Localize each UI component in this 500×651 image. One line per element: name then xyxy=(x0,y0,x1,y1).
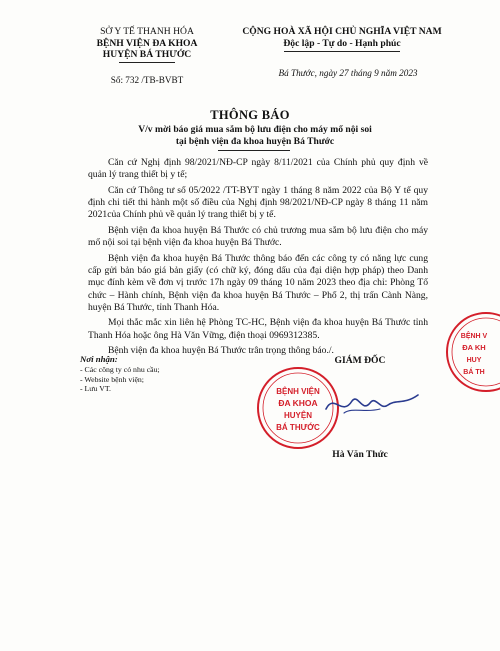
motto-underline xyxy=(284,51,400,52)
handwritten-signature xyxy=(322,383,422,423)
motto-line-1: CỘNG HOÀ XÃ HỘI CHỦ NGHĨA VIỆT NAM xyxy=(242,26,442,37)
stamp-line: BÁ TH xyxy=(463,369,485,376)
body-paragraph: Bệnh viện đa khoa huyện Bá Thước thông báo đến các công ty có năng lực cung cấp gửi bản báo giá bản giấy (có chữ ký, đóng dấu của đại diện hợp pháp) theo Danh mục đính kèm về đơn vị trước 17h ngày 09 tháng 10 năm 2023 theo địa chỉ: Phòng Tổ chức – Hành chính, Bệnh viện đa khoa huyện Bá Thước – Phố 2, thị trấn Cành Nàng, huyện Bá Thước, tỉnh Thanh Hóa. xyxy=(88,252,428,313)
national-motto xyxy=(228,26,456,52)
subtitle-line-2: tại bệnh viện đa khoa huyện Bá Thước xyxy=(175,135,335,147)
body-paragraph: Bệnh viện đa khoa huyện Bá Thước trân trọng thông báo./. xyxy=(108,345,334,357)
recipient-item: - Website bệnh viện; xyxy=(80,374,144,384)
body-paragraph: Căn cứ Nghị định 98/2021/NĐ-CP ngày 8/11/2021 của Chính phủ quy định về quản lý trang thiết bị y tế; xyxy=(88,157,428,181)
authority-line-1: SỞ Y TẾ THANH HÓA xyxy=(100,26,194,37)
stamp-line: BỆNH V xyxy=(460,333,488,340)
stamp-line: BỆNH VIỆN xyxy=(276,387,320,396)
document-number: Số: 732 /TB-BVBT xyxy=(110,74,184,85)
signer-name: Hà Văn Thức xyxy=(332,449,388,460)
stamp-line: HUYỆN xyxy=(283,411,313,420)
document-date: Bá Thước, ngày 27 tháng 9 năm 2023 xyxy=(278,68,418,78)
edge-stamp xyxy=(444,310,500,394)
signer-title: GIÁM ĐỐC xyxy=(334,355,386,366)
body-paragraph: Mọi thắc mắc xin liên hệ Phòng TC-HC, Bệnh viện đa khoa huyện Bá Thước tỉnh Thanh Hóa hoặc ông Hà Văn Vững, điện thoại 0969312385. xyxy=(88,317,428,341)
document-title: THÔNG BÁO xyxy=(210,108,290,122)
stamp-line: ĐA KH xyxy=(462,343,486,352)
document-body xyxy=(88,157,428,361)
authority-line-2: BỆNH VIỆN ĐA KHOA xyxy=(96,37,198,49)
body-paragraph: Bệnh viện đa khoa huyện Bá Thước có chủ trương mua sắm bộ lưu điện cho máy mổ nội soi tại bệnh viện đa khoa huyện Bá Thước. xyxy=(88,225,428,249)
recipients-label: Nơi nhận: xyxy=(80,354,118,364)
stamp-line: HUY xyxy=(466,357,482,364)
authority-underline xyxy=(119,62,175,63)
document-subtitle xyxy=(90,124,420,147)
subtitle-line-1: V/v mời báo giá mua sắm bộ lưu điện cho máy mổ nội soi xyxy=(138,124,372,135)
recipients-block xyxy=(80,355,260,394)
motto-line-2: Độc lập - Tự do - Hạnh phúc xyxy=(283,38,401,49)
stamp-line: ĐA KHOA xyxy=(278,398,318,408)
recipient-item: - Các công ty có nhu cầu; xyxy=(80,365,160,375)
stamp-line: BÁ THƯỚC xyxy=(276,423,320,432)
recipient-item: - Lưu VT. xyxy=(80,384,112,394)
body-paragraph: Căn cứ Thông tư số 05/2022 /TT-BYT ngày 1 tháng 8 năm 2022 của Bộ Y tế quy định chi tiết thi hành một số điều của Nghị định 98/2021/NĐ-CP ngày 8 tháng 11 năm 2021của Chính phủ về quản lý trang thiết bị y tế. xyxy=(88,184,428,221)
authority-line-3: HUYỆN BÁ THƯỚC xyxy=(102,49,192,60)
issuing-authority xyxy=(62,26,232,86)
subtitle-underline xyxy=(218,150,290,151)
